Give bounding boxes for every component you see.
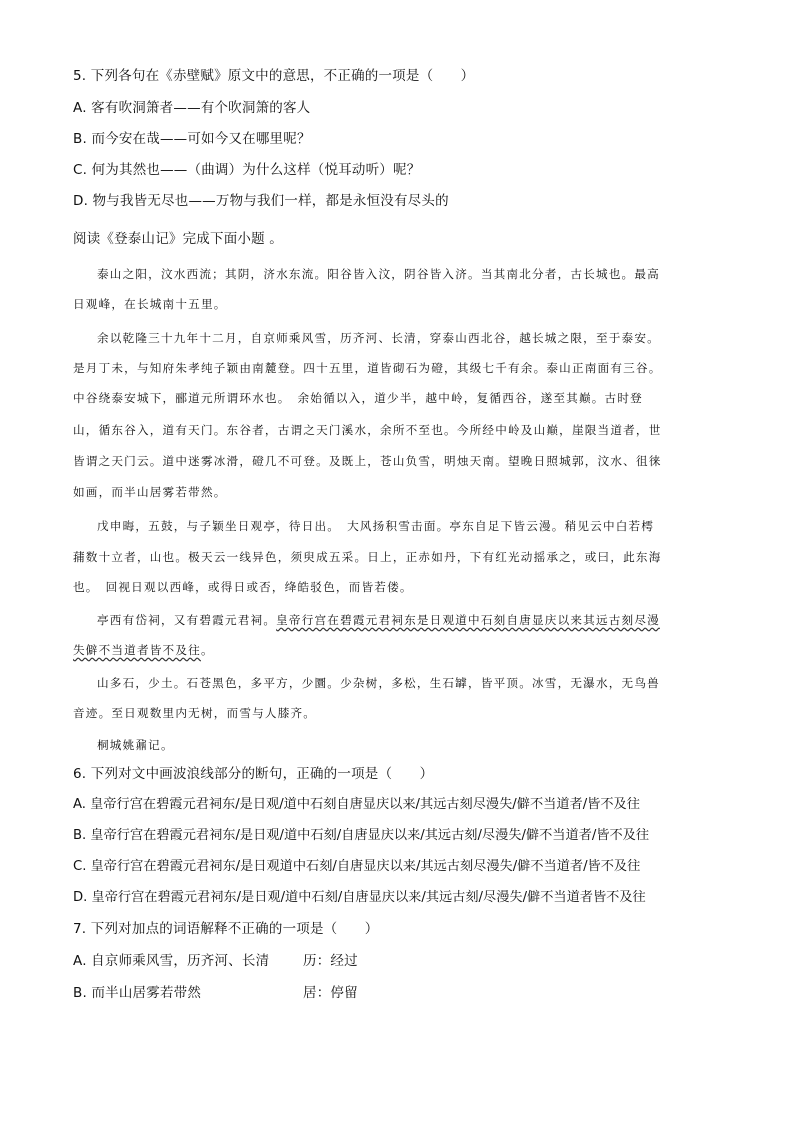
question-5-option-c: C. 何为其然也——（曲调）为什么这样（悦耳动听）呢？ (73, 162, 421, 178)
question-7-stem: 7. 下列对加点的词语解释不正确的一项是（ ） (73, 921, 379, 937)
option-gloss: 居：停留 (303, 985, 358, 1001)
passage-line: 皆谓之天门云。道中迷雾冰滑，磴几不可登。及既上，苍山负雪，明烛天南。望晚日照城郭，汶水、徂徕 (73, 454, 662, 468)
passage-line: 蒱数十立者，山也。极天云一线异色，须臾成五采。日上，正赤如丹，下有红光动摇承之，或曰，此东海 (73, 550, 662, 564)
passage-text: 。 (200, 643, 214, 657)
passage-text: 亭西有岱祠，又有碧霞元君祠。 (97, 613, 277, 627)
question-5-stem: 5. 下列各句在《赤壁赋》原文中的意思，不正确的一项是（ ） (73, 68, 475, 84)
question-6-option-b: B. 皇帝行宫在碧霞元君祠东/是日观/道中石刻/自唐显庆以来/其远古刻/尽漫失/僻不当道者/皆不及往 (73, 828, 650, 843)
question-7-option-b (73, 983, 723, 1003)
passage-line: 山多石，少土。石苍黑色，多平方，少圜。少杂树，多松，生石罅，皆平顶。冰雪，无瀑水，无鸟兽 (97, 676, 660, 690)
question-6-option-a: A. 皇帝行宫在碧霞元君祠东/是日观/道中石刻自唐显庆以来/其远古刻尽漫失/僻不当道者/皆不及往 (73, 797, 640, 812)
passage-line: 是月丁未，与知府朱孝纯子颖由南麓登。四十五里，道皆砌石为磴，其级七千有余。泰山正南面有三谷。 (73, 361, 662, 375)
option-text: A. 自京师乘风雪，历齐河、长清 (73, 953, 270, 969)
question-6-option-c: C. 皇帝行宫在碧霞元君祠东/是日观道中石刻/自唐显庆以来/其远古刻尽漫失/僻不当道者/皆不及往 (73, 859, 641, 874)
passage-line: 也。 回视日观以西峰，或得日或否，绛皓驳色，而皆若偻。 (73, 580, 413, 594)
reading-intro: 阅读《登泰山记》完成下面小题 。 (73, 231, 283, 247)
option-text: B. 而半山居雾若带然 (73, 985, 202, 1001)
passage-line: 如画，而半山居雾若带然。 (73, 485, 227, 499)
passage-line: 中谷绕泰安城下，郦道元所谓环水也。 余始循以入，道少半，越中岭，复循西谷，遂至其巅。古时登 (73, 391, 643, 405)
question-5-option-b: B. 而今安在哉——可如今又在哪里呢？ (73, 131, 311, 147)
question-7-option-a (73, 951, 723, 971)
passage-signature: 桐城姚鼐记。 (97, 738, 174, 752)
passage-line: 音迹。至日观数里内无树，而雪与人膝齐。 (73, 706, 317, 720)
passage-line: 戊申晦，五鼓，与子颖坐日观亭，待日出。 大风扬积雪击面。亭东自足下皆云漫。稍见云中白若樗 (97, 519, 655, 533)
question-6-stem: 6. 下列对文中画波浪线部分的断句，正确的一项是（ ） (73, 766, 434, 782)
wavy-underlined-text: 皇帝行宫在碧霞元君祠东是日观道中石刻自唐显庆以来其远古刻尽漫 (276, 613, 660, 627)
passage-line: 泰山之阳，汶水西流；其阴，济水东流。阳谷皆入汶，阴谷皆入济。当其南北分者，古长城也。最高 (97, 267, 660, 281)
passage-line: 余以乾隆三十九年十二月，自京师乘风雪，历齐河、长清，穿泰山西北谷，越长城之限，至于泰安。 (97, 331, 660, 345)
wavy-underlined-text: 失僻不当道者皆不及往 (73, 643, 201, 657)
passage-line (73, 610, 721, 630)
passage-line: 山，循东谷入，道有天门。东谷者，古谓之天门溪水，余所不至也。今所经中岭及山巅，崖限当道者，世 (73, 423, 662, 437)
question-6-option-d: D. 皇帝行宫在碧霞元君祠东/是日观/道中石刻/自唐显庆以来/其远古刻/尽漫失/僻不当道者皆不及往 (73, 890, 646, 905)
passage-line (73, 640, 721, 660)
question-5-option-a: A. 客有吹洞箫者——有个吹洞箫的客人 (73, 100, 311, 116)
option-gloss: 历：经过 (303, 953, 358, 969)
question-5-option-d: D. 物与我皆无尽也——万物与我们一样，都是永恒没有尽头的 (73, 193, 449, 209)
passage-line: 日观峰，在长城南十五里。 (73, 297, 227, 311)
